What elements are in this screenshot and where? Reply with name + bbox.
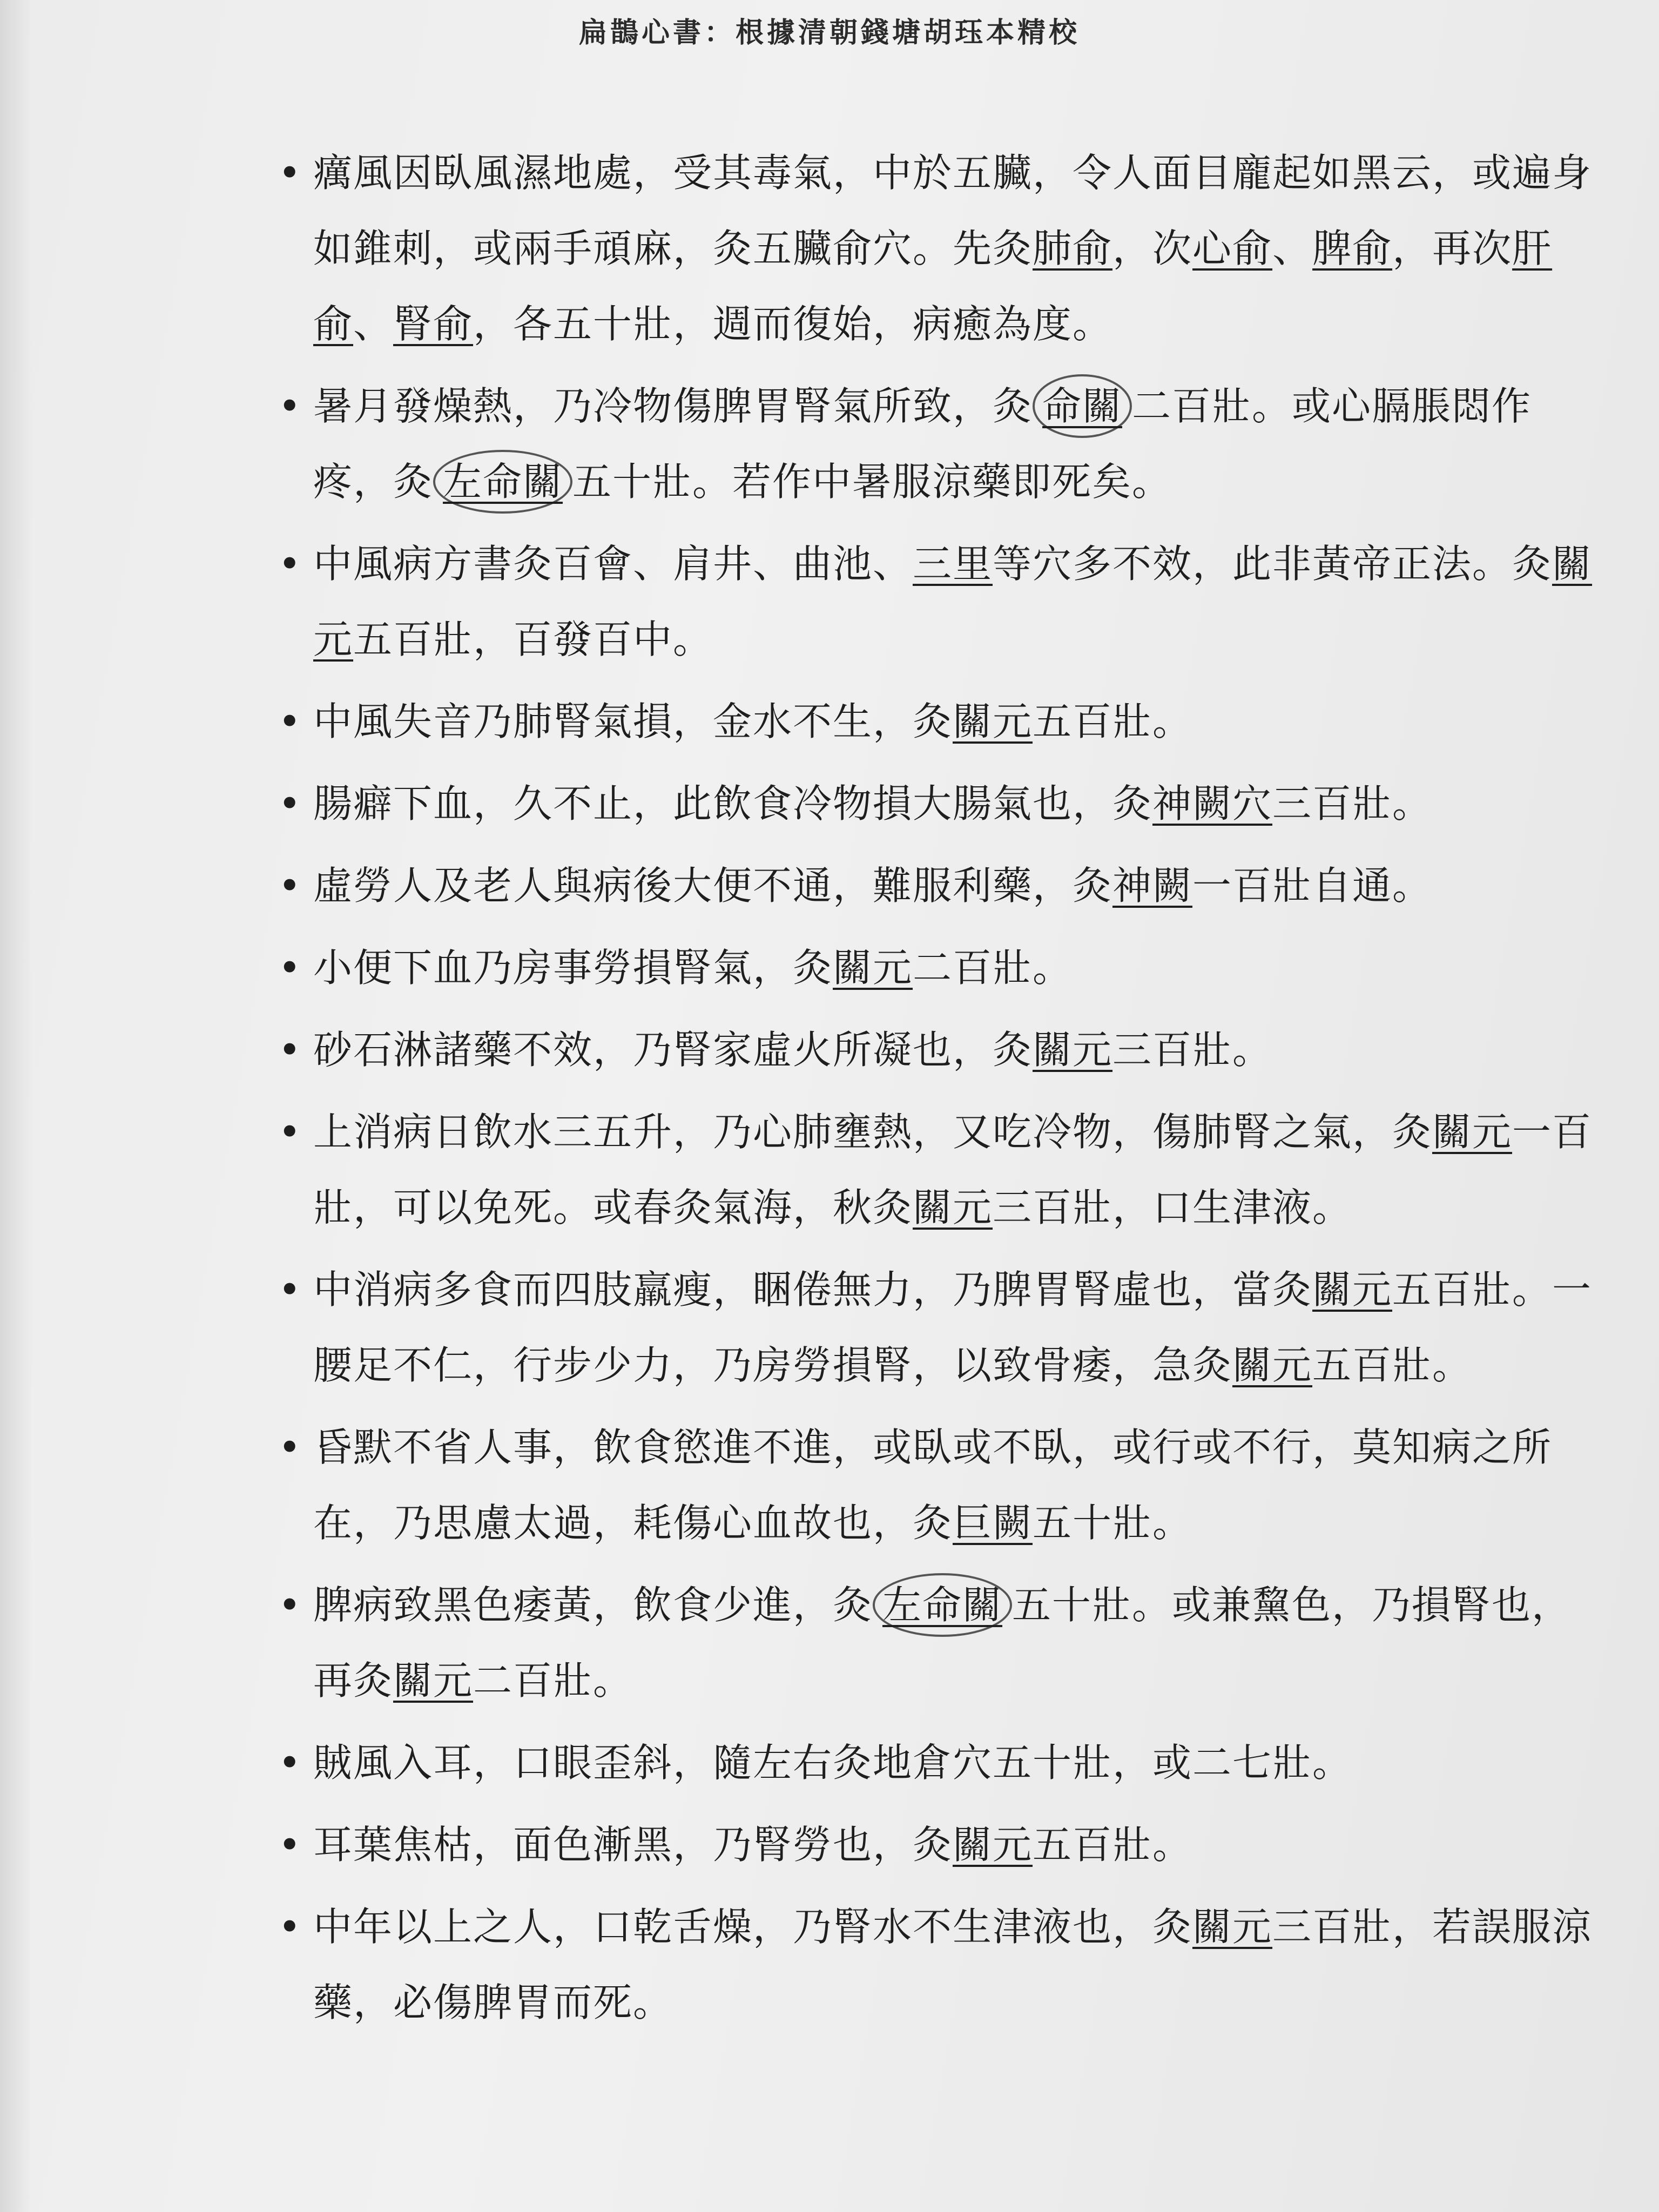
item-text: 暑月發燥熱，乃冷物傷脾胃腎氣所致，灸 bbox=[313, 383, 1033, 429]
acupoint-name: 命關 bbox=[1033, 374, 1132, 438]
acupoint-name: 脾俞 bbox=[1312, 226, 1393, 271]
acupoint-name: 神闕穴 bbox=[1152, 781, 1273, 826]
item-text: 癘風因臥風濕地處，受其毒氣，中於五臟，令人面目龐起如黑云，或遍身如錐刺，或兩手頑麻，灸五臟俞穴。先灸 bbox=[313, 150, 1593, 271]
list-item bbox=[216, 684, 1599, 759]
list-item bbox=[216, 1410, 1599, 1561]
item-text: 砂石淋諸藥不效，乃腎家虛火所凝也，灸 bbox=[313, 1027, 1033, 1073]
list-item bbox=[216, 1252, 1599, 1403]
acupoint-name: 關元 bbox=[1432, 1109, 1513, 1155]
acupoint-name: 關元 bbox=[1232, 1343, 1313, 1388]
item-text: 中消病多食而四肢羸瘦，睏倦無力，乃脾胃腎虛也，當灸 bbox=[313, 1267, 1313, 1312]
item-text: 五百壯。一腰足不仁，行步少力，乃房勞損腎，以致骨痿，急灸 bbox=[313, 1267, 1593, 1388]
list-item bbox=[216, 1889, 1599, 2040]
item-text: 二百壯。或心膈脹悶作疼，灸 bbox=[313, 383, 1532, 504]
acupoint-name: 巨闕 bbox=[953, 1500, 1033, 1546]
item-text: 五百壯。 bbox=[1033, 699, 1193, 744]
acupoint-name: 左命關 bbox=[433, 450, 572, 514]
page-header: 扁鵲心書：根據清朝錢塘胡珏本精校 bbox=[578, 16, 1080, 49]
list-item bbox=[216, 766, 1599, 841]
item-text: ，次 bbox=[1112, 226, 1193, 271]
bullet-icon: • bbox=[278, 781, 302, 826]
bullet-icon: • bbox=[278, 1027, 302, 1073]
bullet-icon: • bbox=[278, 1109, 302, 1155]
item-text: 、 bbox=[353, 301, 394, 347]
item-text: 耳葉焦枯，面色漸黑，乃腎勞也，灸 bbox=[313, 1822, 953, 1867]
item-text: 昏默不省人事，飲食慾進不進，或臥或不臥，或行或不行，莫知病之所在，乃思慮太過，耗傷心血故也，灸 bbox=[313, 1425, 1553, 1546]
item-text: 小便下血乃房事勞損腎氣，灸 bbox=[313, 945, 833, 990]
item-text: 三百壯。 bbox=[1272, 781, 1433, 826]
item-text: 五百壯，百發百中。 bbox=[353, 617, 713, 662]
acupoint-name: 關元 bbox=[953, 699, 1033, 744]
item-text: 中年以上之人，口乾舌燥，乃腎水不生津液也，灸 bbox=[313, 1904, 1193, 1950]
list-item bbox=[216, 1807, 1599, 1883]
item-text: 上消病日飲水三五升，乃心肺壅熱，又吃冷物，傷肺腎之氣，灸 bbox=[313, 1109, 1433, 1155]
bullet-icon: • bbox=[278, 1425, 302, 1470]
list-item bbox=[216, 930, 1599, 1006]
item-text: 三百壯。 bbox=[1112, 1027, 1273, 1073]
bullet-icon: • bbox=[278, 150, 302, 195]
item-text: ，再次 bbox=[1392, 226, 1513, 271]
bullet-icon: • bbox=[278, 1822, 302, 1867]
list-item bbox=[216, 1012, 1599, 1088]
acupoint-name: 關元 bbox=[1192, 1904, 1273, 1950]
item-text: 五十壯。 bbox=[1033, 1500, 1193, 1546]
list-item bbox=[216, 526, 1599, 677]
item-text: 五百壯。 bbox=[1033, 1822, 1193, 1867]
acupoint-name: 關元 bbox=[1312, 1267, 1393, 1312]
list-item bbox=[216, 1094, 1599, 1245]
list-item bbox=[216, 848, 1599, 923]
acupoint-name: 左命關 bbox=[873, 1573, 1012, 1637]
item-text: 一百壯，可以免死。或春灸氣海，秋灸 bbox=[313, 1109, 1593, 1230]
item-text: 等穴多不效，此非黃帝正法。灸 bbox=[993, 541, 1553, 586]
acupoint-name: 神闕 bbox=[1112, 863, 1193, 908]
bullet-icon: • bbox=[278, 945, 302, 990]
list-item bbox=[216, 1567, 1599, 1718]
list-item bbox=[216, 1725, 1599, 1800]
acupoint-name: 腎俞 bbox=[393, 301, 474, 347]
item-text: 腸癖下血，久不止，此飲食冷物損大腸氣也，灸 bbox=[313, 781, 1153, 826]
item-text: 中風失音乃肺腎氣損，金水不生，灸 bbox=[313, 699, 953, 744]
item-text: 五百壯。 bbox=[1312, 1343, 1473, 1388]
bullet-icon: • bbox=[278, 1267, 302, 1312]
acupoint-name: 關元 bbox=[913, 1185, 993, 1230]
item-text: 三百壯，口生津液。 bbox=[993, 1185, 1353, 1230]
item-text: 虛勞人及老人與病後大便不通，難服利藥，灸 bbox=[313, 863, 1113, 908]
bullet-icon: • bbox=[278, 541, 302, 586]
acupoint-name: 關元 bbox=[833, 945, 913, 990]
acupoint-name: 心俞 bbox=[1192, 226, 1273, 271]
item-text: 賊風入耳，口眼歪斜，隨左右灸地倉穴五十壯，或二七壯。 bbox=[313, 1740, 1353, 1785]
item-text: ，各五十壯，週而復始，病癒為度。 bbox=[473, 301, 1113, 347]
item-text: 一百壯自通。 bbox=[1192, 863, 1433, 908]
item-text: 五十壯。若作中暑服涼藥即死矣。 bbox=[572, 459, 1172, 504]
acupoint-name: 肺俞 bbox=[1033, 226, 1113, 271]
bullet-icon: • bbox=[278, 1740, 302, 1785]
item-text: 五十壯。或兼黧色，乃損腎也，再灸 bbox=[313, 1582, 1572, 1703]
bullet-icon: • bbox=[278, 383, 302, 429]
acupoint-name: 三里 bbox=[913, 541, 993, 586]
bullet-icon: • bbox=[278, 1904, 302, 1950]
item-text: 二百壯。 bbox=[473, 1658, 633, 1703]
list-item bbox=[216, 135, 1599, 362]
bullet-icon: • bbox=[278, 699, 302, 744]
bullet-icon: • bbox=[278, 863, 302, 908]
bullet-icon: • bbox=[278, 1582, 302, 1628]
acupoint-name: 肝俞 bbox=[313, 226, 1553, 347]
acupoint-name: 關元 bbox=[1033, 1027, 1113, 1073]
item-text: 脾病致黑色痿黃，飲食少進，灸 bbox=[313, 1582, 873, 1628]
item-text: 、 bbox=[1272, 226, 1313, 271]
list-item bbox=[216, 368, 1599, 520]
item-text: 中風病方書灸百會、肩井、曲池、 bbox=[313, 541, 913, 586]
acupoint-name: 關元 bbox=[393, 1658, 474, 1703]
treatment-list bbox=[216, 135, 1599, 2047]
acupoint-name: 關元 bbox=[953, 1822, 1033, 1867]
item-text: 三百壯，若誤服涼藥，必傷脾胃而死。 bbox=[313, 1904, 1593, 2025]
item-text: 二百壯。 bbox=[913, 945, 1073, 990]
page-edge-shadow bbox=[0, 0, 32, 2212]
acupoint-name: 關元 bbox=[313, 541, 1593, 662]
